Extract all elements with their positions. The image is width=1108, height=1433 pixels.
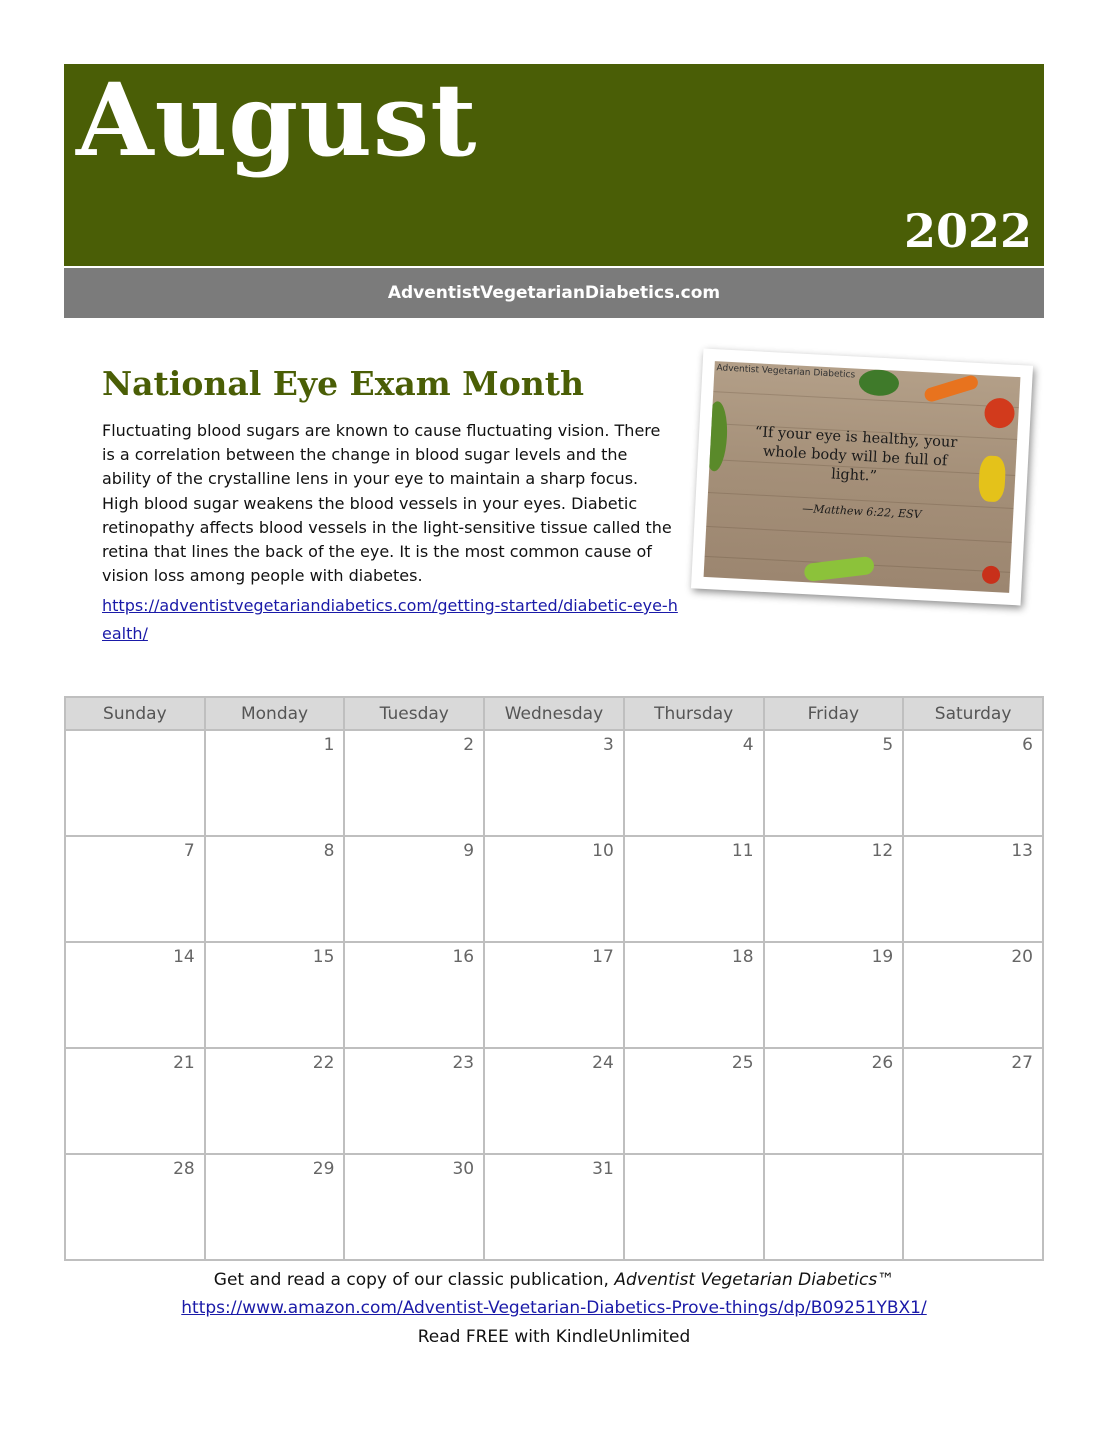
weekday-monday: Monday <box>205 697 345 730</box>
day-cell <box>65 730 205 836</box>
article-body: Fluctuating blood sugars are known to cause fluctuating vision. There is a correlation between the change in blood sugar levels and the ability of the crystalline lens in your eye to maintain a sharp focus. High blood sugar weakens the blood vessels in your eyes. Diabetic retinopathy affects blood vessels in the light-sensitive tissue called the retina that lines the back of the eye. It is the most common cause of vision loss among people with diabetes. <box>102 421 672 586</box>
day-cell: 3 <box>484 730 624 836</box>
day-cell: 4 <box>624 730 764 836</box>
scripture-reference: —Matthew 6:22, ESV <box>801 501 922 522</box>
amazon-link[interactable]: https://www.amazon.com/Adventist-Vegetarian-Diabetics-Prove-things/dp/B09251YBX1/ <box>181 1298 927 1318</box>
day-cell <box>624 1154 764 1260</box>
day-cell: 23 <box>344 1048 484 1154</box>
day-cell <box>764 1154 904 1260</box>
photo-image <box>704 361 1021 593</box>
day-cell <box>903 1154 1043 1260</box>
footer-book-title: Adventist Vegetarian Diabetics™ <box>614 1270 895 1290</box>
day-cell: 5 <box>764 730 904 836</box>
weekday-thursday: Thursday <box>624 697 764 730</box>
carrot-icon <box>923 374 980 403</box>
photo-brand: Adventist Vegetarian Diabetics <box>716 363 856 381</box>
website-label: AdventistVegetarianDiabetics.com <box>387 283 721 303</box>
scripture-photo <box>691 349 1033 606</box>
website-bar <box>64 268 1044 318</box>
weekday-wednesday: Wednesday <box>484 697 624 730</box>
day-cell: 29 <box>205 1154 345 1260</box>
week-row <box>65 1154 1043 1260</box>
weekday-sunday: Sunday <box>65 697 205 730</box>
day-cell: 20 <box>903 942 1043 1048</box>
day-cell: 25 <box>624 1048 764 1154</box>
footer-promo-prefix: Get and read a copy of our classic publication, <box>213 1270 615 1290</box>
day-cell: 16 <box>344 942 484 1048</box>
calendar-grid <box>64 696 1044 1261</box>
weekday-saturday: Saturday <box>903 697 1043 730</box>
weekday-header-row <box>65 697 1043 730</box>
day-cell: 14 <box>65 942 205 1048</box>
day-cell: 6 <box>903 730 1043 836</box>
day-cell: 15 <box>205 942 345 1048</box>
article-title: National Eye Exam Month <box>102 364 584 403</box>
day-cell: 11 <box>624 836 764 942</box>
weekday-tuesday: Tuesday <box>344 697 484 730</box>
tomato-small-icon <box>982 565 1001 584</box>
day-cell: 10 <box>484 836 624 942</box>
day-cell: 7 <box>65 836 205 942</box>
day-cell: 18 <box>624 942 764 1048</box>
week-row <box>65 942 1043 1048</box>
day-cell: 2 <box>344 730 484 836</box>
header-banner <box>64 61 1044 266</box>
footer-kindle-note: Read FREE with KindleUnlimited <box>417 1327 691 1347</box>
herb-icon <box>858 369 899 397</box>
article-link[interactable]: https://adventistvegetariandiabetics.com/getting-started/diabetic-eye-health/ <box>102 596 678 643</box>
day-cell: 8 <box>205 836 345 942</box>
leaf-icon <box>704 401 729 472</box>
scripture-quote: “If your eye is healthy, your whole body will be full of light.” <box>754 424 958 485</box>
pepper-icon <box>978 455 1006 502</box>
week-row <box>65 1048 1043 1154</box>
footer-link-row <box>0 1298 1108 1318</box>
year-label: 2022 <box>903 204 1032 258</box>
day-cell: 27 <box>903 1048 1043 1154</box>
day-cell: 22 <box>205 1048 345 1154</box>
day-cell: 26 <box>764 1048 904 1154</box>
day-cell: 19 <box>764 942 904 1048</box>
week-row <box>65 836 1043 942</box>
day-cell: 12 <box>764 836 904 942</box>
weekday-friday: Friday <box>764 697 904 730</box>
day-cell: 31 <box>484 1154 624 1260</box>
week-row <box>65 730 1043 836</box>
day-cell: 30 <box>344 1154 484 1260</box>
day-cell: 9 <box>344 836 484 942</box>
day-cell: 13 <box>903 836 1043 942</box>
day-cell: 24 <box>484 1048 624 1154</box>
month-title: August <box>76 61 478 179</box>
day-cell: 17 <box>484 942 624 1048</box>
chili-icon <box>803 556 875 582</box>
day-cell: 21 <box>65 1048 205 1154</box>
tomato-icon <box>984 397 1016 429</box>
footer-promo <box>0 1270 1108 1290</box>
day-cell: 1 <box>205 730 345 836</box>
day-cell: 28 <box>65 1154 205 1260</box>
